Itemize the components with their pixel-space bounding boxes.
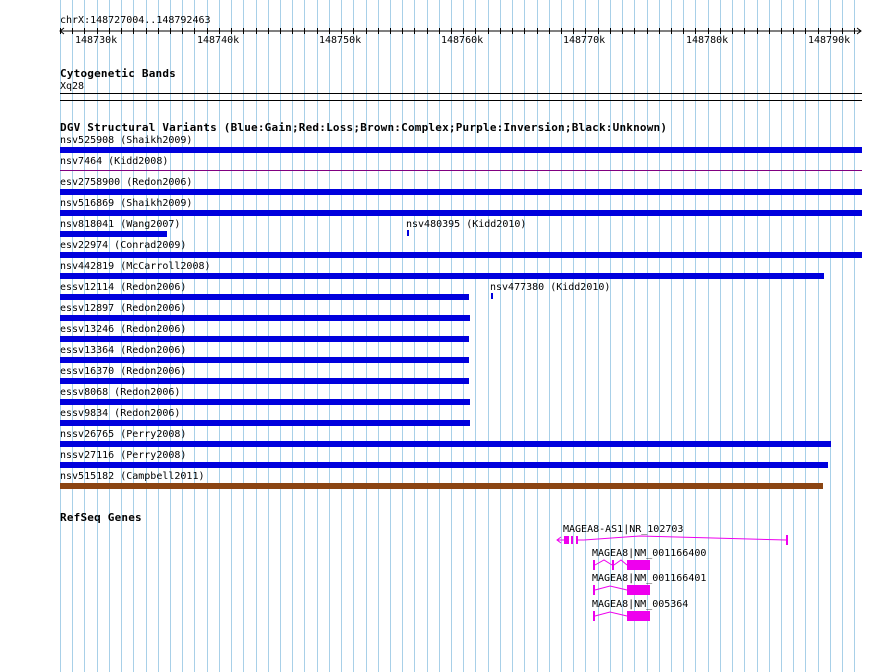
variant-bar-nsv516869[interactable] — [60, 210, 862, 216]
variant-bar-essv9834[interactable] — [60, 420, 470, 426]
cytoband-label: Xq28 — [60, 81, 85, 92]
gene-model-magea8-as1[interactable] — [550, 532, 800, 548]
variant-bar-nssv26765[interactable] — [60, 441, 831, 447]
dgv-track-title[interactable]: DGV Structural Variants (Blue:Gain;Red:Loss;Brown:Complex;Purple:Inversion;Black:Unknown) — [60, 121, 668, 134]
gene-label-magea8-nm005364[interactable]: MAGEA8|NM_005364 — [592, 599, 689, 610]
variant-label-essv8068[interactable]: essv8068 (Redon2006) — [60, 387, 181, 398]
gene-label-magea8-as1[interactable]: MAGEA8-AS1|NR_102703 — [563, 524, 684, 535]
variant-bar-nsv7464[interactable] — [60, 170, 862, 171]
ruler-tick-148730k: 148730k — [75, 35, 118, 46]
variant-bar-essv12114[interactable] — [60, 294, 469, 300]
variant-label-nsv525908[interactable]: nsv525908 (Shaikh2009) — [60, 135, 193, 146]
variant-label-essv16370[interactable]: essv16370 (Redon2006) — [60, 366, 187, 377]
variant-label-nssv26765[interactable]: nssv26765 (Perry2008) — [60, 429, 187, 440]
variant-bar-nsv818041[interactable] — [60, 231, 167, 237]
variant-bar-essv13364[interactable] — [60, 357, 469, 363]
variant-label-nssv27116[interactable]: nssv27116 (Perry2008) — [60, 450, 187, 461]
ruler-tick-148770k: 148770k — [563, 35, 606, 46]
refseq-track-title[interactable]: RefSeq Genes — [60, 511, 142, 524]
variant-label-nsv442819[interactable]: nsv442819 (McCarroll2008) — [60, 261, 211, 272]
variant-label-nsv516869[interactable]: nsv516869 (Shaikh2009) — [60, 198, 193, 209]
variant-bar-nsv480395[interactable] — [407, 230, 409, 236]
variant-label-nsv7464[interactable]: nsv7464 (Kidd2008) — [60, 156, 169, 167]
variant-bar-nsv515182[interactable] — [60, 483, 823, 489]
gene-model-magea8-nm001166401[interactable] — [590, 582, 660, 598]
ruler-coordinate-label: chrX:148727004..148792463 — [60, 15, 211, 26]
variant-bar-essv16370[interactable] — [60, 378, 469, 384]
variant-bar-esv2758900[interactable] — [60, 189, 862, 195]
cytoband-line-bottom — [60, 100, 862, 101]
gene-model-magea8-nm001166400[interactable] — [590, 557, 660, 573]
variant-label-essv9834[interactable]: essv9834 (Redon2006) — [60, 408, 181, 419]
cytoband-line-top — [60, 93, 862, 94]
variant-label-essv12897[interactable]: essv12897 (Redon2006) — [60, 303, 187, 314]
ruler-axis — [0, 0, 890, 60]
ruler-tick-148790k: 148790k — [808, 35, 851, 46]
variant-label-esv22974[interactable]: esv22974 (Conrad2009) — [60, 240, 187, 251]
variant-label-essv12114[interactable]: essv12114 (Redon2006) — [60, 282, 187, 293]
variant-bar-essv12897[interactable] — [60, 315, 470, 321]
variant-bar-essv8068[interactable] — [60, 399, 470, 405]
cytoband-track-title[interactable]: Cytogenetic Bands — [60, 67, 176, 80]
gene-label-magea8-nm001166401[interactable]: MAGEA8|NM_001166401 — [592, 573, 707, 584]
ruler-tick-148780k: 148780k — [686, 35, 729, 46]
gene-model-magea8-nm005364[interactable] — [590, 608, 660, 624]
variant-label-esv2758900[interactable]: esv2758900 (Redon2006) — [60, 177, 193, 188]
variant-label-nsv818041[interactable]: nsv818041 (Wang2007) — [60, 219, 181, 230]
variant-label-nsv477380[interactable]: nsv477380 (Kidd2010) — [490, 282, 611, 293]
variant-label-essv13246[interactable]: essv13246 (Redon2006) — [60, 324, 187, 335]
variant-label-essv13364[interactable]: essv13364 (Redon2006) — [60, 345, 187, 356]
variant-bar-nssv27116[interactable] — [60, 462, 828, 468]
variant-bar-essv13246[interactable] — [60, 336, 469, 342]
gene-label-magea8-nm001166400[interactable]: MAGEA8|NM_001166400 — [592, 548, 707, 559]
variant-bar-nsv442819[interactable] — [60, 273, 824, 279]
ruler-tick-148760k: 148760k — [441, 35, 484, 46]
variant-bar-esv22974[interactable] — [60, 252, 862, 258]
variant-label-nsv515182[interactable]: nsv515182 (Campbell2011) — [60, 471, 205, 482]
variant-bar-nsv477380[interactable] — [491, 293, 493, 299]
variant-label-nsv480395[interactable]: nsv480395 (Kidd2010) — [406, 219, 527, 230]
variant-bar-nsv525908[interactable] — [60, 147, 862, 153]
ruler-tick-148740k: 148740k — [197, 35, 240, 46]
ruler-tick-148750k: 148750k — [319, 35, 362, 46]
